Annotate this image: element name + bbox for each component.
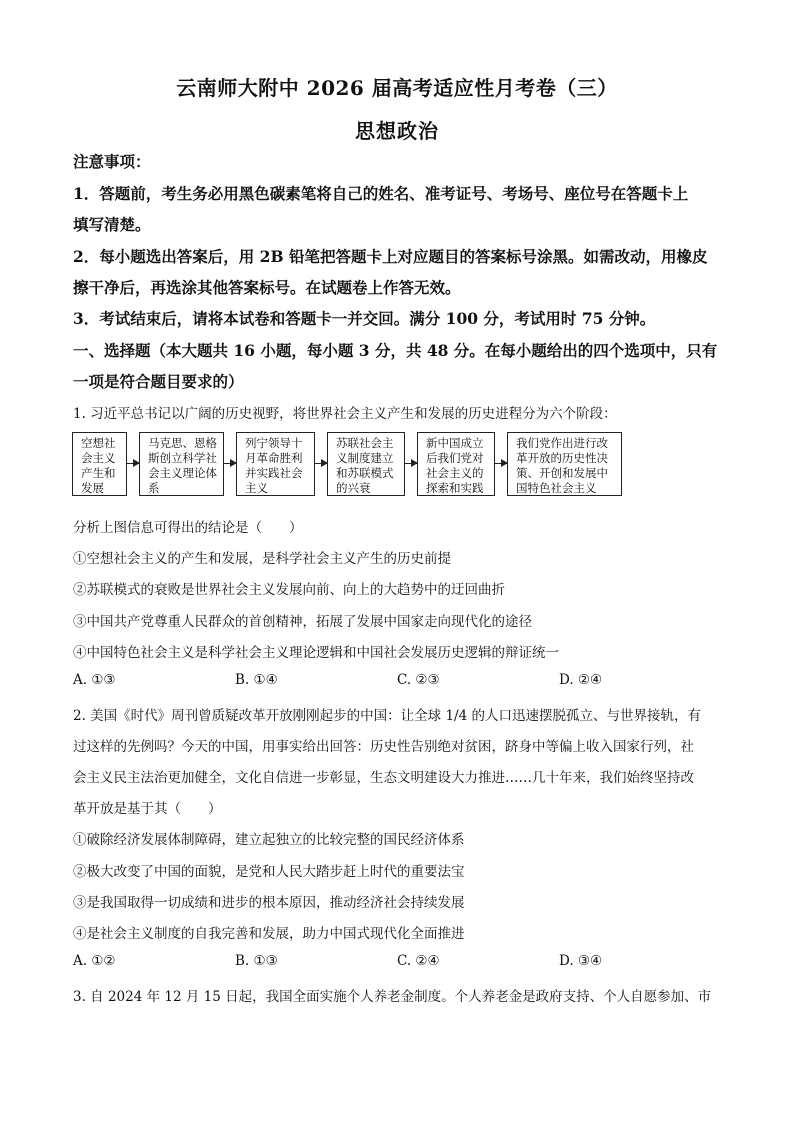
flow-arrow-5	[495, 463, 507, 464]
flow-arrow-4	[405, 463, 417, 464]
notice-item-1-line-2: 填写清楚。	[73, 215, 151, 234]
q2-statement-3: ③是我国取得一切成绩和进步的根本原因，推动经济社会持续发展	[73, 895, 465, 911]
q1-statement-2: ②苏联模式的衰败是世界社会主义发展向前、向上的大趋势中的迂回曲折	[73, 582, 505, 598]
q1-question: 分析上图信息可得出的结论是（ ）	[73, 520, 303, 536]
q2-option-d: D. ③④	[559, 953, 603, 969]
flow-arrow-3	[315, 463, 327, 464]
q2-option-a: A. ①②	[73, 953, 116, 969]
q3-line-1: 3. 自 2024 年 12 月 15 日起，我国全面实施个人养老金制度。个人养老金是政府支持、个人自愿参加、市	[73, 989, 712, 1005]
q1-stem: 1. 习近平总书记以广阔的历史视野，将世界社会主义产生和发展的历史进程分为六个阶段：	[73, 406, 617, 422]
flow-box-6: 我们党作出进行改革开放的历史性决策、开创和发展中国特色社会主义	[507, 432, 622, 496]
q2-line-3: 会主义民主法治更加健全，文化自信进一步彰显，生态文明建设大力推进……几十年来，我们始终坚持改	[73, 770, 694, 786]
section-1-heading-line-1: 一、选择题（本大题共 16 小题，每小题 3 分，共 48 分。在每小题给出的四个选项中，只有	[73, 341, 718, 360]
q1-statement-3: ③中国共产党尊重人民群众的首创精神，拓展了发展中国家走向现代化的途径	[73, 614, 532, 630]
q1-option-a: A. ①③	[73, 672, 116, 688]
q2-statement-2: ②极大改变了中国的面貌，是党和人民大踏步赶上时代的重要法宝	[73, 864, 465, 880]
section-1-heading-line-2: 一项是符合题目要求的）	[73, 372, 244, 391]
q2-option-c: C. ②④	[397, 953, 440, 969]
flow-arrow-2	[224, 463, 236, 464]
q1-option-b: B. ①④	[235, 672, 278, 688]
notice-item-1-line-1: 1．答题前，考生务必用黑色碳素笔将自己的姓名、准考证号、考场号、座位号在答题卡上	[73, 184, 689, 203]
notice-item-2-line-1: 2．每小题选出答案后，用 2B 铅笔把答题卡上对应题目的答案标号涂黑。如需改动，用橡皮	[73, 247, 708, 266]
notice-heading: 注意事项：	[73, 152, 151, 171]
history-stage-flowchart	[72, 432, 632, 498]
exam-title: 云南师大附中 2026 届高考适应性月考卷（三）	[176, 76, 618, 100]
q1-option-d: D. ②④	[559, 672, 603, 688]
subject-title: 思想政治	[355, 119, 439, 143]
notice-item-3: 3．考试结束后，请将本试卷和答题卡一并交回。满分 100 分，考试用时 75 分钟。	[73, 309, 656, 328]
q2-line-1: 2. 美国《时代》周刊曾质疑改革开放刚刚起步的中国：让全球 1/4 的人口迅速摆脱孤立、与世界接轨，有	[73, 708, 701, 724]
q2-statement-1: ①破除经济发展体制障碍，建立起独立的比较完整的国民经济体系	[73, 832, 465, 848]
q2-line-2: 过这样的先例吗？今天的中国，用事实给出回答：历史性告别绝对贫困，跻身中等偏上收入国家行列，社	[73, 739, 694, 755]
q2-line-4: 革开放是基于其（ ）	[73, 801, 222, 817]
flow-arrow-1	[127, 463, 139, 464]
q1-statement-1: ①空想社会主义的产生和发展，是科学社会主义产生的历史前提	[73, 551, 451, 567]
q2-option-b: B. ①③	[235, 953, 278, 969]
flow-box-1: 空想社会主义产生和发展	[72, 432, 127, 496]
q1-option-c: C. ②③	[397, 672, 440, 688]
flow-box-3: 列宁领导十月革命胜利并实践社会主义	[236, 432, 315, 496]
notice-item-2-line-2: 擦干净后，再选涂其他答案标号。在试题卷上作答无效。	[73, 278, 461, 297]
flow-box-2: 马克思、恩格斯创立科学社会主义理论体系	[139, 432, 224, 496]
q2-statement-4: ④是社会主义制度的自我完善和发展，助力中国式现代化全面推进	[73, 926, 465, 942]
q1-statement-4: ④中国特色社会主义是科学社会主义理论逻辑和中国社会发展历史逻辑的辩证统一	[73, 645, 559, 661]
flow-box-5: 新中国成立后我们党对社会主义的探索和实践	[417, 432, 495, 496]
flow-box-4: 苏联社会主义制度建立和苏联模式的兴衰	[327, 432, 405, 496]
